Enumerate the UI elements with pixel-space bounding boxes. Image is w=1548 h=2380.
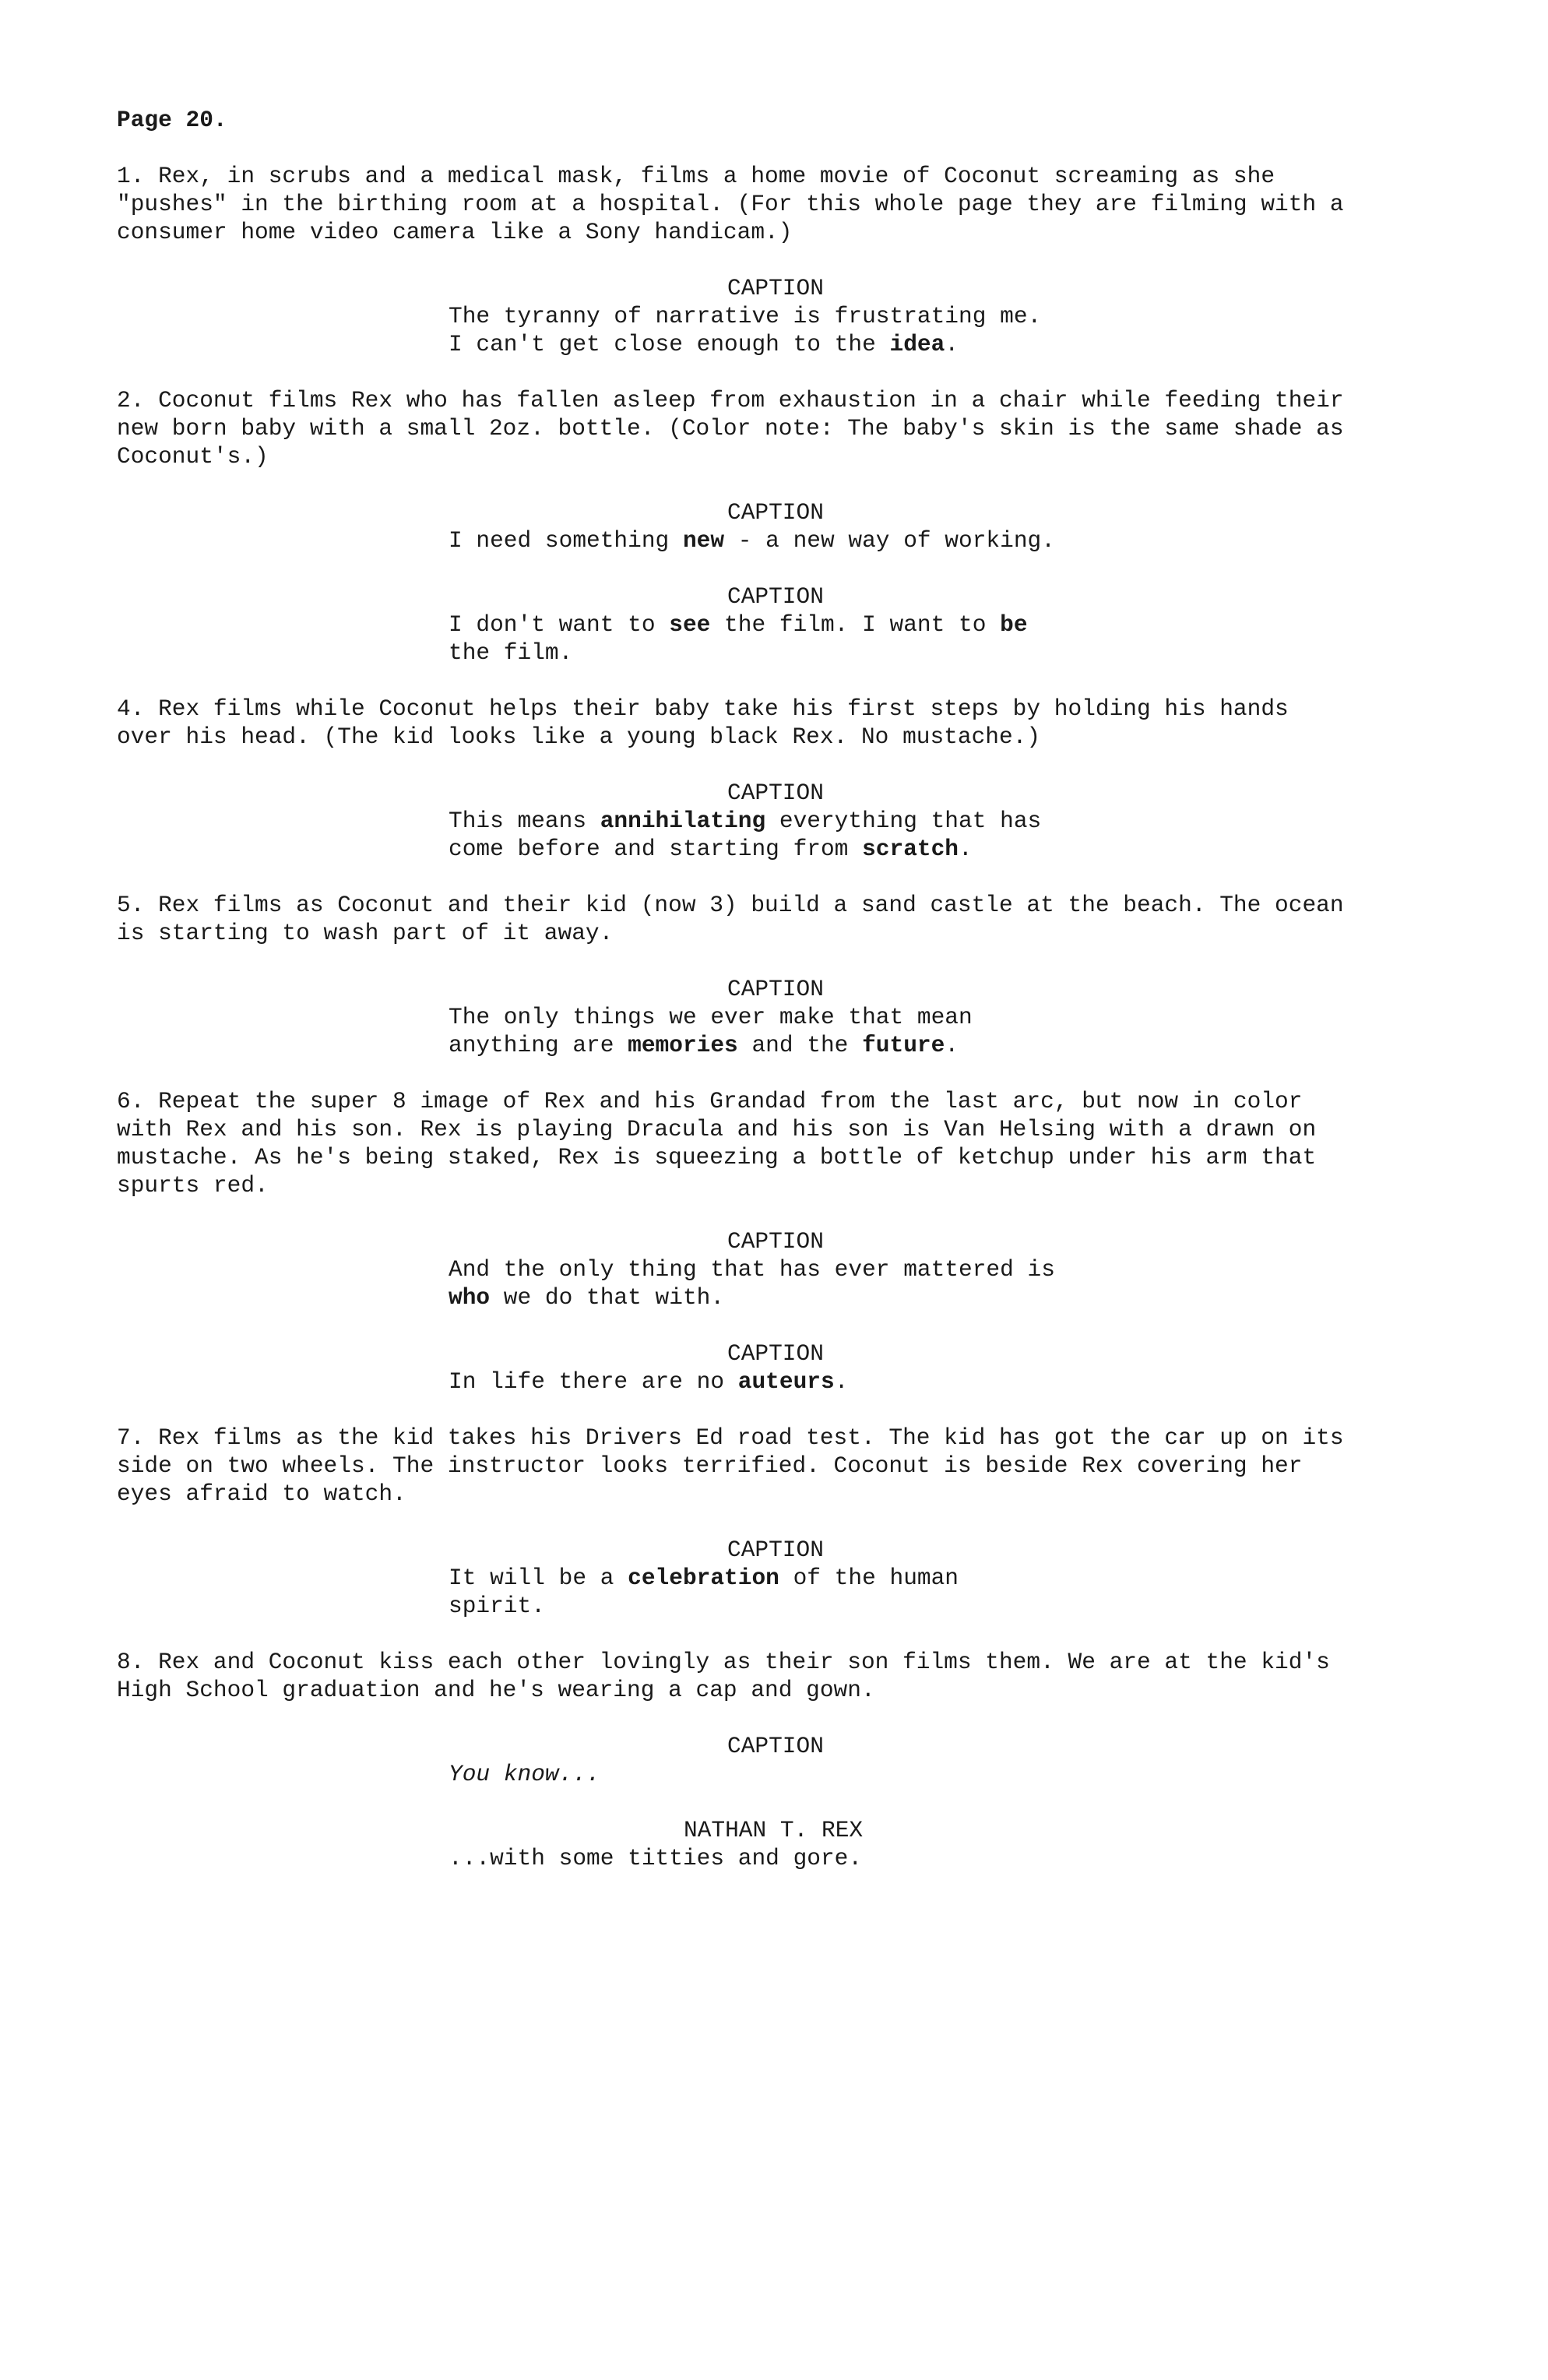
dialogue-line	[117, 1592, 1548, 1620]
action-line: with Rex and his son. Rex is playing Dracula and his son is Van Helsing with a drawn on	[117, 1116, 1317, 1142]
action-line: eyes afraid to watch.	[117, 1480, 406, 1507]
dialogue-line	[117, 1031, 1548, 1059]
dialogue-text: The only things we ever make that mean	[449, 1004, 973, 1030]
character-cue: CAPTION	[727, 1340, 824, 1367]
character-cue: CAPTION	[727, 1228, 824, 1255]
dialogue-block	[117, 1227, 1548, 1311]
action-line: is starting to wash part of it away.	[117, 920, 614, 946]
dialogue-line	[117, 835, 1548, 863]
dialogue-line	[117, 1564, 1548, 1592]
action-line: Coconut's.)	[117, 443, 269, 470]
emphasis-text: auteurs	[737, 1368, 835, 1395]
action-line: new born baby with a small 2oz. bottle. (Color note: The baby's skin is the same shade as	[117, 415, 1344, 442]
action-paragraph	[117, 1648, 1433, 1704]
emphasis-text: future	[862, 1032, 945, 1058]
character-cue: CAPTION	[727, 1537, 824, 1563]
character-cue: CAPTION	[727, 1733, 824, 1759]
script-body	[117, 162, 1548, 1872]
dialogue-text: .	[834, 1368, 849, 1395]
dialogue-text: And the only thing that has ever mattered is	[449, 1256, 1055, 1283]
dialogue-text: I need something	[449, 527, 683, 554]
dialogue-text: we do that with.	[490, 1284, 725, 1311]
dialogue-line	[117, 1255, 1548, 1283]
dialogue-block	[117, 1816, 1548, 1872]
dialogue-text: anything are	[449, 1032, 628, 1058]
emphasis-text: who	[449, 1284, 491, 1311]
action-line: spurts red.	[117, 1172, 269, 1199]
action-paragraph	[117, 386, 1433, 470]
emphasis-text: idea	[889, 331, 945, 357]
dialogue-line	[117, 1760, 1548, 1788]
emphasis-text: new	[682, 527, 725, 554]
character-cue: CAPTION	[727, 499, 824, 526]
dialogue-text: the film.	[449, 639, 573, 666]
dialogue-text: In life there are no	[449, 1368, 738, 1395]
character-cue: CAPTION	[727, 976, 824, 1002]
dialogue-line	[117, 1368, 1548, 1396]
dialogue-block	[117, 1340, 1548, 1396]
action-paragraph	[117, 1424, 1433, 1508]
emphasis-text: memories	[628, 1032, 738, 1058]
action-line: 8. Rex and Coconut kiss each other lovingly as their son films them. We are at the kid's	[117, 1649, 1330, 1675]
action-line: High School graduation and he's wearing a cap and gown.	[117, 1677, 875, 1703]
action-paragraph	[117, 162, 1433, 246]
action-line: side on two wheels. The instructor looks terrified. Coconut is beside Rex covering her	[117, 1452, 1303, 1479]
dialogue-text: and the	[737, 1032, 863, 1058]
dialogue-text: .	[945, 331, 959, 357]
dialogue-text: You know...	[449, 1761, 600, 1787]
dialogue-text: spirit.	[449, 1593, 545, 1619]
dialogue-line	[117, 1283, 1548, 1311]
dialogue-block	[117, 583, 1548, 667]
dialogue-text: .	[959, 836, 973, 862]
dialogue-line	[117, 330, 1548, 358]
action-paragraph	[117, 1087, 1433, 1199]
emphasis-text: annihilating	[600, 808, 766, 834]
dialogue-line	[117, 302, 1548, 330]
action-paragraph	[117, 891, 1433, 947]
emphasis-text: see	[669, 611, 711, 638]
character-cue: CAPTION	[727, 780, 824, 806]
dialogue-text: the film. I want to	[710, 611, 1001, 638]
dialogue-block	[117, 274, 1548, 358]
action-line: consumer home video camera like a Sony handicam.)	[117, 219, 793, 245]
action-paragraph	[117, 695, 1433, 751]
emphasis-text: scratch	[862, 836, 959, 862]
dialogue-text: The tyranny of narrative is frustrating me.	[449, 303, 1042, 329]
dialogue-block	[117, 1536, 1548, 1620]
dialogue-block	[117, 779, 1548, 863]
dialogue-text: - a new way of working.	[724, 527, 1055, 554]
action-line: 2. Coconut films Rex who has fallen asleep from exhaustion in a chair while feeding their	[117, 387, 1344, 414]
action-line: over his head. (The kid looks like a young black Rex. No mustache.)	[117, 724, 1041, 750]
action-line: 6. Repeat the super 8 image of Rex and his Grandad from the last arc, but now in color	[117, 1088, 1303, 1114]
dialogue-line	[117, 526, 1548, 555]
dialogue-text: ...with some titties and gore.	[449, 1845, 863, 1871]
character-cue: CAPTION	[727, 275, 824, 301]
emphasis-text: be	[1000, 611, 1028, 638]
dialogue-text: I can't get close enough to the	[449, 331, 890, 357]
action-line: mustache. As he's being staked, Rex is squeezing a bottle of ketchup under his arm that	[117, 1144, 1317, 1171]
action-line: 7. Rex films as the kid takes his Drivers Ed road test. The kid has got the car up on its	[117, 1424, 1344, 1451]
dialogue-line	[117, 639, 1548, 667]
dialogue-text: It will be a	[449, 1565, 628, 1591]
dialogue-block	[117, 1732, 1548, 1788]
dialogue-line	[117, 1003, 1548, 1031]
action-line: "pushes" in the birthing room at a hospital. (For this whole page they are filming with a	[117, 191, 1344, 217]
dialogue-block	[117, 975, 1548, 1059]
dialogue-text: .	[945, 1032, 959, 1058]
action-line: 5. Rex films as Coconut and their kid (now 3) build a sand castle at the beach. The ocean	[117, 892, 1344, 918]
character-cue: NATHAN T. REX	[684, 1817, 864, 1843]
action-line: 1. Rex, in scrubs and a medical mask, films a home movie of Coconut screaming as she	[117, 163, 1275, 189]
dialogue-block	[117, 498, 1548, 555]
dialogue-text: I don't want to	[449, 611, 670, 638]
dialogue-text: come before and starting from	[449, 836, 863, 862]
character-cue: CAPTION	[727, 583, 824, 610]
dialogue-text: everything that has	[765, 808, 1042, 834]
dialogue-text: of the human	[779, 1565, 959, 1591]
action-line: 4. Rex films while Coconut helps their baby take his first steps by holding his hands	[117, 695, 1289, 722]
emphasis-text: celebration	[628, 1565, 779, 1591]
dialogue-text: This means	[449, 808, 600, 834]
page-heading: Page 20.	[117, 107, 227, 133]
dialogue-line	[117, 807, 1548, 835]
dialogue-line	[117, 1844, 1548, 1872]
dialogue-line	[117, 611, 1548, 639]
